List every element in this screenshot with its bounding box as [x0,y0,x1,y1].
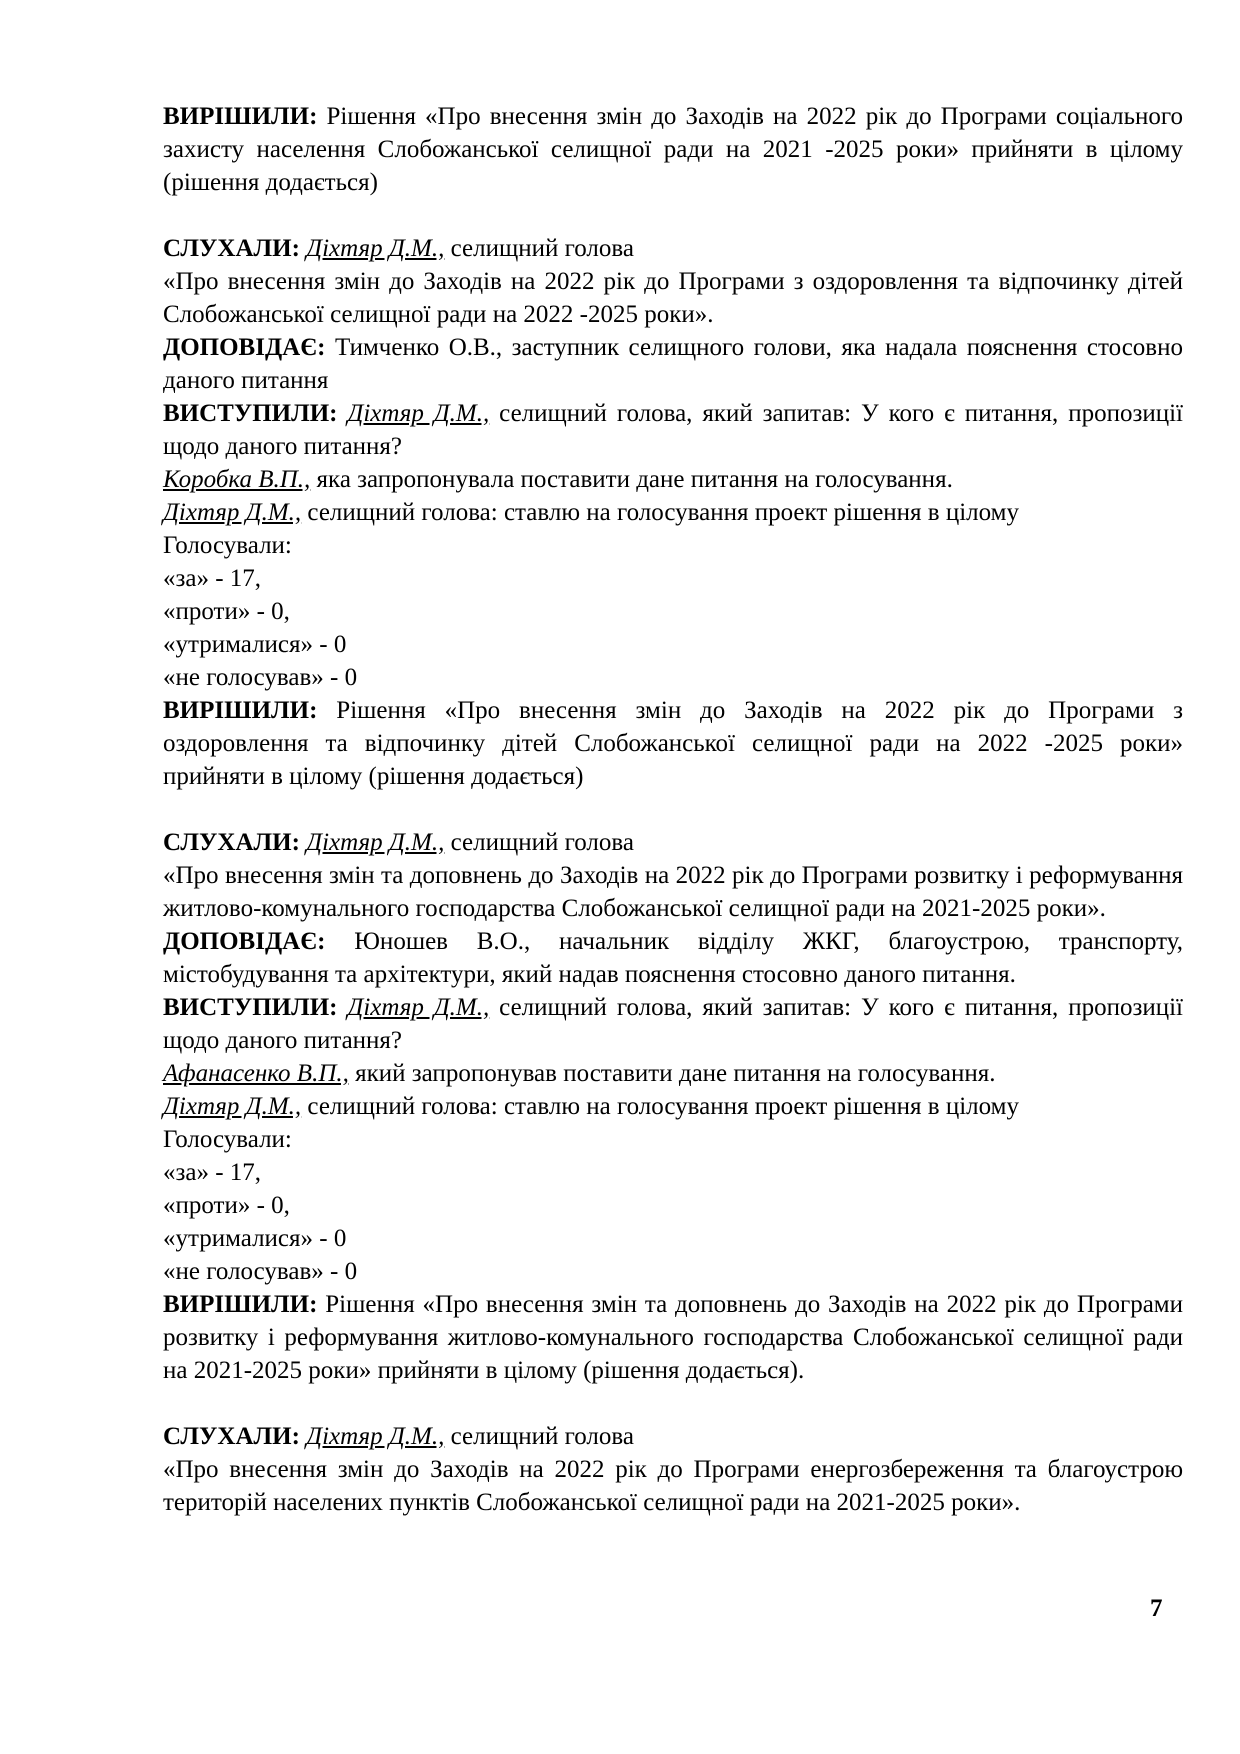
document-page [163,100,1183,1519]
page-number: 7 [1150,1595,1163,1622]
report-label: ДОПОВІДАЄ: [163,928,326,955]
spoke-label: ВИСТУПИЛИ: [163,994,338,1021]
topic-paragraph: «Про внесення змін до Заходів на 2022 рік до Програми енергозбереження та благоустрою територій населених пунктів Слобожанської селищної ради на 2021-2025 роки». [163,1456,1183,1516]
heard-paragraph [163,826,1183,859]
speaker-text: селищний голова: ставлю на голосування проект рішення в цілому [301,1093,1019,1120]
vote-none: «не голосував» - 0 [163,1258,358,1285]
decision-paragraph [163,100,1183,199]
speaker-text: яка запропонувала поставити дане питання на голосування. [310,466,953,493]
decision-paragraph [163,1288,1183,1387]
report-text: Юношев В.О., начальник відділу ЖКГ, благоустрою, транспорту, містобудування та архітектури, який надав пояснення стосовно даного питання. [163,928,1183,988]
speaker-name: Афанасенко В.П., [163,1060,349,1087]
topic-paragraph: «Про внесення змін до Заходів на 2022 рік до Програми з оздоровлення та відпочинку дітей Слобожанської селищної ради на 2022 -2025 роки». [163,268,1183,328]
vote-against: «проти» - 0, [163,598,290,625]
topic-paragraph: «Про внесення змін та доповнень до Заходів на 2022 рік до Програми розвитку і реформування житлово-комунального господарства Слобожанської селищної ради на 2021-2025 роки». [163,862,1183,922]
vote-title: Голосували: [163,532,292,559]
speaker-name: Діхтяр Д.М., [347,994,490,1021]
speaker-role: селищний голова [444,1423,634,1450]
vote-abstain: «утрималися» - 0 [163,1225,347,1252]
spoke-label: ВИСТУПИЛИ: [163,400,338,427]
speaker-name: Коробка В.П., [163,466,311,493]
speaker-name: Діхтяр Д.М., [347,400,490,427]
report-label: ДОПОВІДАЄ: [163,334,326,361]
heard-label: СЛУХАЛИ: [163,829,300,856]
heard-paragraph [163,232,1183,265]
decided-label: ВИРІШИЛИ: [163,1291,318,1318]
vote-abstain: «утрималися» - 0 [163,631,347,658]
report-paragraph [163,331,1183,397]
speaker-paragraph [163,463,1183,496]
decision-paragraph [163,694,1183,793]
vote-none: «не голосував» - 0 [163,664,358,691]
decided-label: ВИРІШИЛИ: [163,697,318,724]
report-paragraph [163,925,1183,991]
heard-label: СЛУХАЛИ: [163,235,300,262]
decision-text: Рішення «Про внесення змін до Заходів на 2022 рік до Програми з оздоровлення та відпочинку дітей Слобожанської селищної ради на 2022 -2025 роки» прийняти в цілому (рішення додається) [163,697,1183,790]
speaker-paragraph [163,1090,1183,1123]
decision-text: Рішення «Про внесення змін до Заходів на 2022 рік до Програми соціального захисту населення Слобожанської селищної ради на 2021 -2025 роки» прийняти в цілому (рішення додається) [163,103,1184,196]
speaker-name: Діхтяр Д.М., [163,1093,302,1120]
speaker-role: селищний голова [444,235,634,262]
speaker-paragraph [163,496,1183,529]
speaker-name: Діхтяр Д.М., [163,499,302,526]
speaker-text: селищний голова, який запитав: У кого є питання, пропозиції щодо даного питання? [163,994,1183,1054]
spoke-paragraph [163,397,1183,463]
speaker-name: Діхтяр Д.М., [306,235,445,262]
heard-label: СЛУХАЛИ: [163,1423,300,1450]
report-text: Тимченко О.В., заступник селищного голови, яка надала пояснення стосовно даного питання [163,334,1183,394]
decided-label: ВИРІШИЛИ: [163,103,318,130]
speaker-paragraph [163,1057,1183,1090]
vote-title: Голосували: [163,1126,292,1153]
decision-text: Рішення «Про внесення змін та доповнень до Заходів на 2022 рік до Програми розвитку і реформування житлово-комунального господарства Слобожанської селищної ради на 2021-2025 роки» прийняти в цілому (рішення додається). [163,1291,1183,1384]
speaker-text: селищний голова, який запитав: У кого є питання, пропозиції щодо даного питання? [163,400,1183,460]
heard-paragraph [163,1420,1183,1453]
vote-for: «за» - 17, [163,1159,262,1186]
vote-against: «проти» - 0, [163,1192,290,1219]
speaker-name: Діхтяр Д.М., [306,1423,445,1450]
speaker-text: селищний голова: ставлю на голосування проект рішення в цілому [301,499,1019,526]
speaker-text: який запропонував поставити дане питання на голосування. [348,1060,996,1087]
spoke-paragraph [163,991,1183,1057]
vote-for: «за» - 17, [163,565,262,592]
speaker-role: селищний голова [444,829,634,856]
speaker-name: Діхтяр Д.М., [306,829,445,856]
